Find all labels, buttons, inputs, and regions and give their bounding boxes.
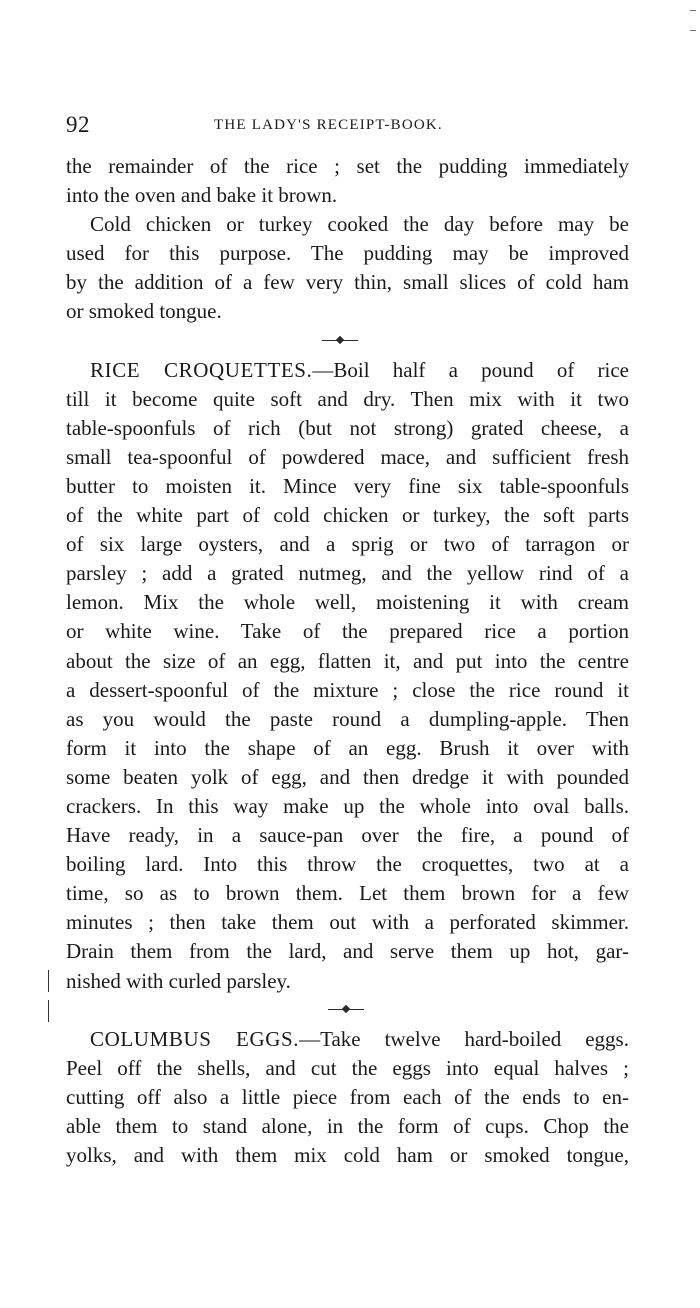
recipe-heading-rice-croquettes: RICE CROQUETTES. (90, 357, 313, 382)
edge-mark (690, 30, 696, 31)
text-line: lemon. Mix the whole well, moistening it with cream (66, 590, 629, 615)
recipe-heading-columbus-eggs: COLUMBUS EGGS. (90, 1026, 300, 1051)
edge-mark (690, 10, 696, 11)
text-line: Drain them from the lard, and serve them up hot, gar- (66, 939, 629, 964)
text-fragment: —Boil half a pound of rice (312, 357, 630, 382)
text-line: some beaten yolk of egg, and then dredge it with pounded (66, 764, 629, 789)
text-line: Have ready, in a sauce-pan over the fire, a pound of (66, 823, 629, 848)
text-line: used for this purpose. The pudding may be improved (66, 241, 629, 266)
text-line: small tea-spoonful of powdered mace, and sufficient fresh (66, 444, 629, 469)
text-line: able them to stand alone, in the form of cups. Chop the (66, 1113, 629, 1138)
recipe-first-line (66, 1025, 629, 1054)
text-line: form it into the shape of an egg. Brush it over with (66, 735, 629, 760)
text-line: boiling lard. Into this throw the croquettes, two at a (66, 852, 629, 877)
text-line: yolks, and with them mix cold ham or smoked tongue, (66, 1143, 629, 1167)
text-line: by the addition of a few very thin, small slices of cold ham (66, 270, 629, 295)
recipe-first-line (66, 356, 629, 385)
text-line: of six large oysters, and a sprig or two of tarragon or (66, 532, 629, 557)
section-divider (66, 996, 629, 1025)
text-line: table-spoonfuls of rich (but not strong) grated cheese, a (66, 415, 629, 440)
text-line: into the oven and bake it brown. (66, 183, 338, 208)
text-line: Peel off the shells, and cut the eggs into equal halves ; (66, 1055, 629, 1080)
text-line: nished with curled parsley. (66, 968, 291, 993)
running-head (66, 112, 628, 140)
section-divider (66, 327, 629, 356)
page-number: 92 (66, 112, 90, 137)
text-body (66, 152, 629, 1170)
text-line: the remainder of the rice ; set the pudding immediately (66, 154, 629, 178)
text-line: as you would the paste round a dumpling-apple. Then (66, 706, 629, 731)
text-line: or smoked tongue. (66, 299, 222, 324)
text-line: or white wine. Take of the prepared rice a portion (66, 619, 629, 644)
text-fragment: —Take twelve hard-boiled eggs. (299, 1026, 629, 1051)
margin-mark (48, 1000, 49, 1022)
text-line: of the white part of cold chicken or turkey, the soft parts (66, 503, 629, 528)
margin-mark (48, 970, 49, 992)
text-line: minutes ; then take them out with a perforated skimmer. (66, 910, 629, 935)
text-line: cutting off also a little piece from each of the ends to en- (66, 1084, 629, 1109)
text-line: till it become quite soft and dry. Then mix with it two (66, 386, 629, 411)
text-line: butter to moisten it. Mince very fine six table-spoonfuls (66, 473, 629, 498)
text-line: crackers. In this way make up the whole into oval balls. (66, 793, 629, 818)
text-line: a dessert-spoonful of the mixture ; close the rice round it (66, 677, 629, 702)
text-line: Cold chicken or turkey cooked the day before may be (90, 212, 629, 237)
text-line: time, so as to brown them. Let them brown for a few (66, 881, 629, 906)
text-line: parsley ; add a grated nutmeg, and the yellow rind of a (66, 561, 629, 586)
running-title: THE LADY'S RECEIPT-BOOK. (214, 117, 443, 133)
text-line: about the size of an egg, flatten it, and put into the centre (66, 648, 629, 673)
